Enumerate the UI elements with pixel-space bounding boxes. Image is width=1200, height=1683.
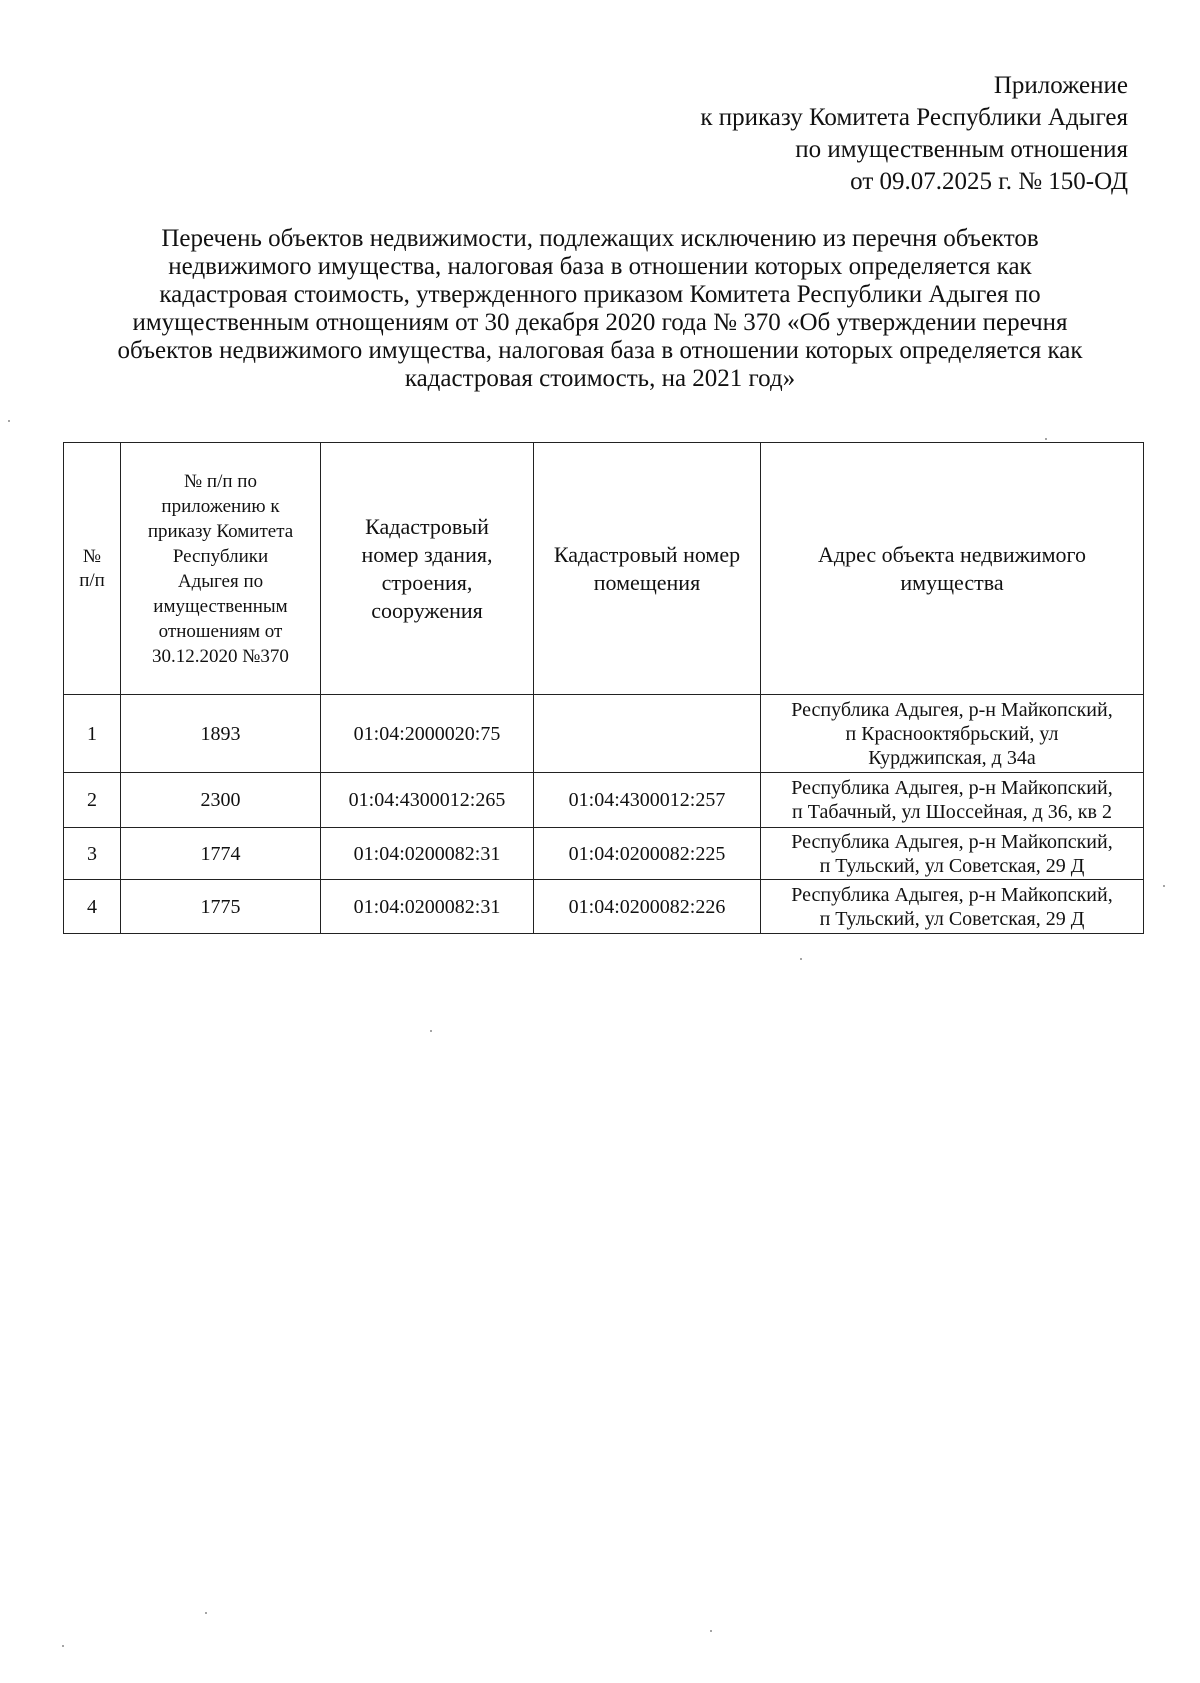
title-line: объектов недвижимого имущества, налоговая база в отношении которых определяется как — [117, 337, 1083, 364]
header-num: № п/п — [64, 443, 121, 695]
title-line: недвижимого имущества, налоговая база в отношении которых определяется как — [168, 253, 1032, 280]
cell-building: 01:04:2000020:75 — [321, 695, 534, 773]
document-title — [55, 225, 1145, 393]
cell-ref: 2300 — [121, 773, 321, 828]
header-ref: № п/п по приложению к приказу Комитета Республики Адыгея по имущественным отношениям от 30.12.2020 №370 — [121, 443, 321, 695]
appendix-line: Приложение — [993, 72, 1128, 99]
cell-address: Республика Адыгея, р-н Майкопский, п Табачный, ул Шоссейная, д 36, кв 2 — [761, 773, 1144, 828]
cell-room: 01:04:4300012:257 — [534, 773, 761, 828]
scan-speck — [1045, 438, 1047, 440]
table-row — [64, 880, 1144, 934]
cell-num: 4 — [64, 880, 121, 934]
cell-building: 01:04:4300012:265 — [321, 773, 534, 828]
title-line: кадастровая стоимость, на 2021 год» — [404, 365, 796, 392]
cell-room: 01:04:0200082:226 — [534, 880, 761, 934]
table-row — [64, 773, 1144, 828]
cell-room: 01:04:0200082:225 — [534, 828, 761, 880]
title-line: кадастровая стоимость, утвержденного приказом Комитета Республики Адыгея по — [159, 281, 1041, 308]
table-header-row — [64, 443, 1144, 695]
appendix-header — [700, 70, 1128, 198]
appendix-line: от 09.07.2025 г. № 150-ОД — [850, 168, 1128, 195]
cell-num: 1 — [64, 695, 121, 773]
cell-address: Республика Адыгея, р-н Майкопский, п Тульский, ул Советская, 29 Д — [761, 880, 1144, 934]
cell-room — [534, 695, 761, 773]
cell-building: 01:04:0200082:31 — [321, 828, 534, 880]
title-line: имущественным отнощениям от 30 декабря 2020 года № 370 «Об утверждении перечня — [132, 309, 1068, 336]
scan-speck — [710, 1630, 712, 1632]
cell-num: 3 — [64, 828, 121, 880]
scan-speck — [62, 1645, 64, 1647]
cell-ref: 1775 — [121, 880, 321, 934]
appendix-line: к приказу Комитета Республики Адыгея — [700, 104, 1128, 131]
table-row — [64, 828, 1144, 880]
appendix-line: по имущественным отношения — [795, 136, 1128, 163]
header-building: Кадастровый номер здания, строения, сооружения — [321, 443, 534, 695]
header-room: Кадастровый номер помещения — [534, 443, 761, 695]
cell-building: 01:04:0200082:31 — [321, 880, 534, 934]
objects-table — [63, 442, 1144, 934]
scan-speck — [1163, 885, 1165, 887]
table-row — [64, 695, 1144, 773]
scan-speck — [8, 420, 10, 422]
scan-speck — [800, 958, 802, 960]
cell-address: Республика Адыгея, р-н Майкопский, п Краснооктябрьский, ул Курджипская, д 34а — [761, 695, 1144, 773]
scan-speck — [205, 1612, 207, 1614]
cell-address: Республика Адыгея, р-н Майкопский, п Тульский, ул Советская, 29 Д — [761, 828, 1144, 880]
cell-ref: 1893 — [121, 695, 321, 773]
header-address: Адрес объекта недвижимого имущества — [761, 443, 1144, 695]
cell-ref: 1774 — [121, 828, 321, 880]
title-line: Перечень объектов недвижимости, подлежащих исключению из перечня объектов — [161, 225, 1039, 252]
scan-speck — [430, 1030, 432, 1032]
cell-num: 2 — [64, 773, 121, 828]
